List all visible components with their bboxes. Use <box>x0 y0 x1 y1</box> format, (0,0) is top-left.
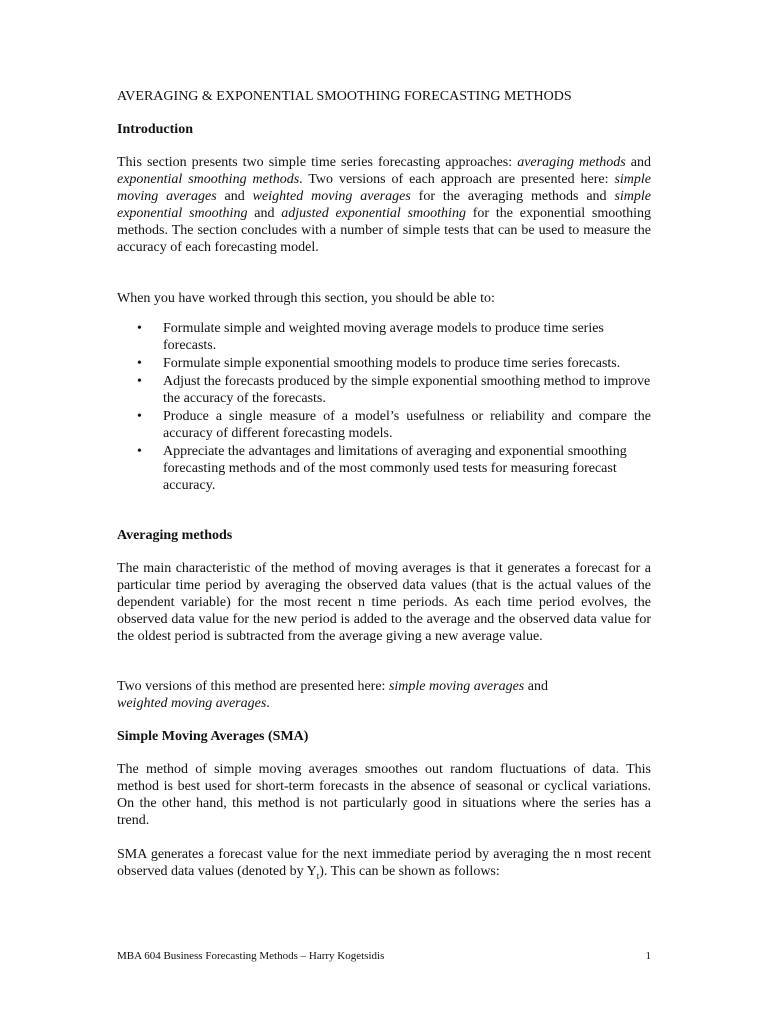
bullet-icon: • <box>137 321 142 336</box>
list-item: • Formulate simple and weighted moving average models to produce time series forecasts. <box>137 321 604 353</box>
list-item: • Adjust the forecasts produced by the simple exponential smoothing method to improve the accuracy of the forecasts. <box>137 374 651 406</box>
page-footer <box>117 950 651 963</box>
document-title: AVERAGING & EXPONENTIAL SMOOTHING FORECASTING METHODS <box>117 89 572 104</box>
bullet-icon: • <box>137 409 142 424</box>
list-item: • Produce a single measure of a model’s usefulness or reliability and compare the accuracy of different forecasting models. <box>137 409 651 441</box>
page-number: 1 <box>645 950 651 962</box>
list-item: • Formulate simple exponential smoothing models to produce time series forecasts. <box>137 356 621 371</box>
bullet-icon: • <box>137 444 142 459</box>
introduction-heading: Introduction <box>117 122 193 137</box>
averaging-versions-paragraph: Two versions of this method are presented here: simple moving averages and weighted moving averages. <box>117 679 548 711</box>
bullet-icon: • <box>137 374 142 389</box>
averaging-paragraph: The main characteristic of the method of moving averages is that it generates a forecast for a particular time period by averaging the observed data values (that is the actual values of the dependent variable) for the most recent n time periods. As each time period evolves, the observed data value for the new period is added to the average and the observed data value for the oldest period is subtracted from the average giving a new average value. <box>117 561 651 644</box>
objectives-intro: When you have worked through this section, you should be able to: <box>117 291 495 306</box>
sma-heading: Simple Moving Averages (SMA) <box>117 729 309 744</box>
objectives-list <box>117 320 651 495</box>
list-item: • Appreciate the advantages and limitations of averaging and exponential smoothing forecasting methods and of the most commonly used tests for measuring forecast accuracy. <box>137 444 627 493</box>
footer-text: MBA 604 Business Forecasting Methods – Harry Kogetsidis <box>117 950 385 962</box>
document-page <box>117 0 651 1024</box>
intro-paragraph: This section presents two simple time series forecasting approaches: averaging methods and exponential smoothing methods. Two versions of each approach are presented here: simple moving averages and weighted moving averages for the averaging methods and simple exponential smoothing and adjusted exponential smoothing for the exponential smoothing methods. The section concludes with a number of simple tests that can be used to measure the accuracy of each forecasting model. <box>117 155 651 255</box>
bullet-icon: • <box>137 356 142 371</box>
averaging-methods-heading: Averaging methods <box>117 528 233 543</box>
sma-formula-intro: SMA generates a forecast value for the next immediate period by averaging the n most recent observed data values (denoted by $Y_t$). This can be shown as follows: <box>117 847 651 881</box>
sma-paragraph: The method of simple moving averages smoothes out random fluctuations of data. This method is best used for short-term forecasts in the absence of seasonal or cyclical variations. On the other hand, this method is not particularly good in situations where the series has a trend. <box>117 762 651 828</box>
